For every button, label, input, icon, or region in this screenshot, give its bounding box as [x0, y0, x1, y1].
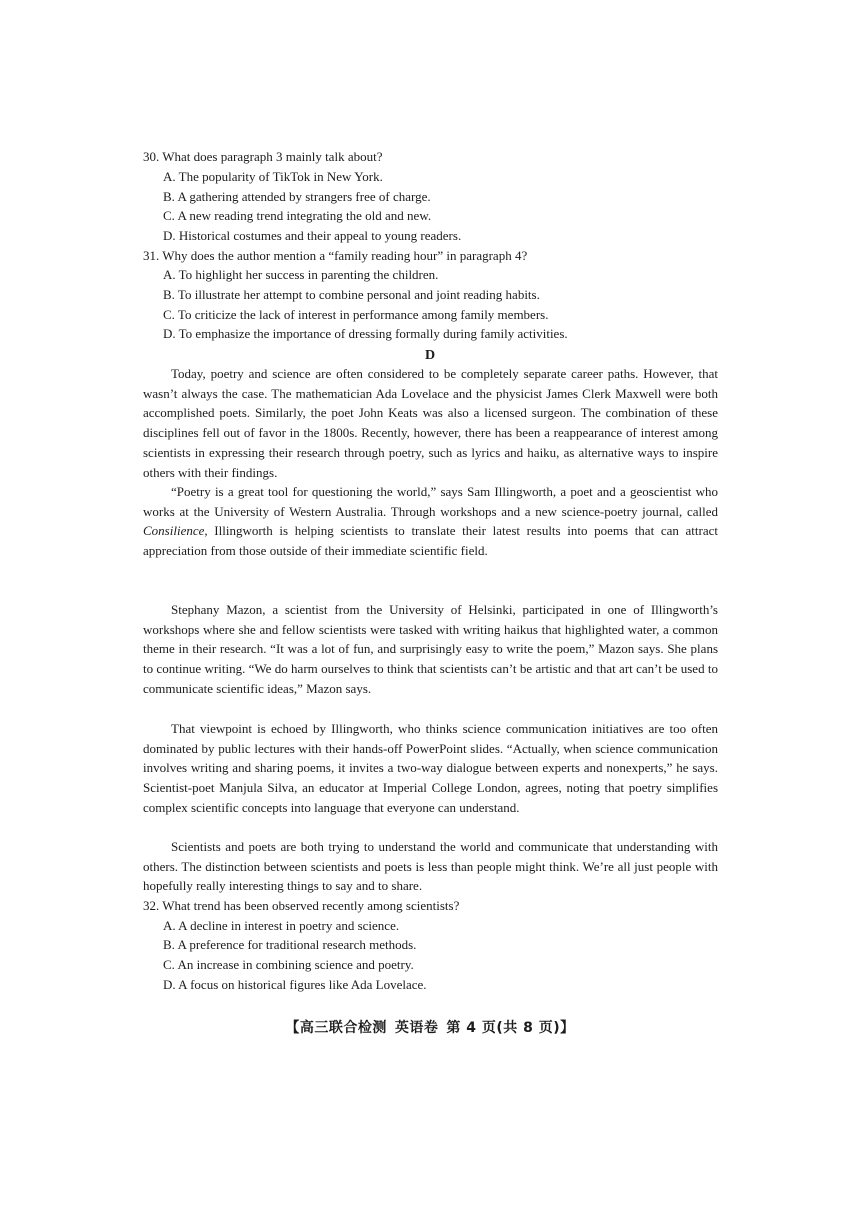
- question-32-stem: 32. What trend has been observed recently among scientists?: [143, 898, 460, 913]
- passage-paragraph-2: [143, 482, 718, 561]
- question-31-option-a: A. To highlight her success in parenting the children.: [163, 267, 439, 282]
- question-30-option-b: B. A gathering attended by strangers free of charge.: [163, 189, 431, 204]
- question-31-option-c: C. To criticize the lack of interest in performance among family members.: [163, 307, 549, 322]
- question-32-option-d: D. A focus on historical figures like Ada Lovelace.: [163, 977, 427, 992]
- question-31-stem: 31. Why does the author mention a “family reading hour” in paragraph 4?: [143, 248, 528, 263]
- question-31-option-b: B. To illustrate her attempt to combine personal and joint reading habits.: [163, 287, 540, 302]
- question-32-option-a: A. A decline in interest in poetry and science.: [163, 918, 400, 933]
- question-30-option-d: D. Historical costumes and their appeal to young readers.: [163, 228, 462, 243]
- question-30-stem: 30. What does paragraph 3 mainly talk about?: [143, 149, 383, 164]
- passage-paragraph-1: [143, 364, 718, 482]
- passage-paragraph-4: [143, 719, 718, 818]
- passage-paragraph-5-text: Scientists and poets are both trying to understand the world and communicate that understanding with others. The distinction between scientists and poets is less than people might think. We’re all just people with hopefully really interesting things to say and to share.: [143, 839, 718, 894]
- question-31-option-d: D. To emphasize the importance of dressing formally during family activities.: [163, 326, 568, 341]
- journal-title: Consilience: [143, 523, 205, 539]
- passage-paragraph-4-text: That viewpoint is echoed by Illingworth, who thinks science communication initiatives are too often dominated by public lectures with their hands-off PowerPoint slides. “Actually, when science communication involves writing and sharing poems, it invites a two-way dialogue between experts and nonexperts,” he says. Scientist-poet Manjula Silva, an educator at Imperial College London, agrees, noting that poetry simplifies complex scientific concepts into language that everyone can understand.: [143, 721, 718, 815]
- footer-exam-title: 【高三联合检测: [285, 1020, 387, 1036]
- passage-paragraph-1-text: Today, poetry and science are often considered to be completely separate career paths. However, that wasn’t always the case. The mathematician Ada Lovelace and the physicist James Clerk Maxwell were both accomplished poets. Similarly, the poet John Keats was also a licensed surgeon. The combination of these disciplines fell out of favor in the 1800s. Recently, however, there has been a reappearance of interest among scientists in expressing their research through poetry, such as lyrics and haiku, as alternative ways to inspire others with their findings.: [143, 366, 718, 480]
- page-footer: [0, 1018, 860, 1038]
- passage-paragraph-3-text: Stephany Mazon, a scientist from the University of Helsinki, participated in one of Illingworth’s workshops where she and fellow scientists were tasked with writing haikus that highlighted water, a common theme in their research. “It was a lot of fun, and surprisingly easy to write the poem,” Mazon says. She plans to continue writing. “We do harm ourselves to think that scientists can’t be artistic and that art can’t be used to communicate scientific ideas,” Mazon says.: [143, 602, 718, 696]
- passage-paragraph-3: [143, 600, 718, 699]
- footer-page-number: 第 4 页(共 8 页)】: [446, 1020, 575, 1036]
- section-d-heading: D: [424, 348, 436, 363]
- passage-paragraph-2-text: “Poetry is a great tool for questioning the world,” says Sam Illingworth, a poet and a geoscientist who works at the University of Western Australia. Through workshops and a new science-poetry journal, called Consilience, Illingworth is helping scientists to translate their latest results into poems that can attract appreciation from those outside of their immediate scientific field.: [143, 484, 718, 559]
- footer-subject: 英语卷: [394, 1020, 439, 1036]
- question-32-option-c: C. An increase in combining science and poetry.: [163, 957, 414, 972]
- passage-paragraph-5: [143, 837, 718, 896]
- question-32-option-b: B. A preference for traditional research methods.: [163, 937, 417, 952]
- question-30-option-c: C. A new reading trend integrating the old and new.: [163, 208, 432, 223]
- question-30-option-a: A. The popularity of TikTok in New York.: [163, 169, 383, 184]
